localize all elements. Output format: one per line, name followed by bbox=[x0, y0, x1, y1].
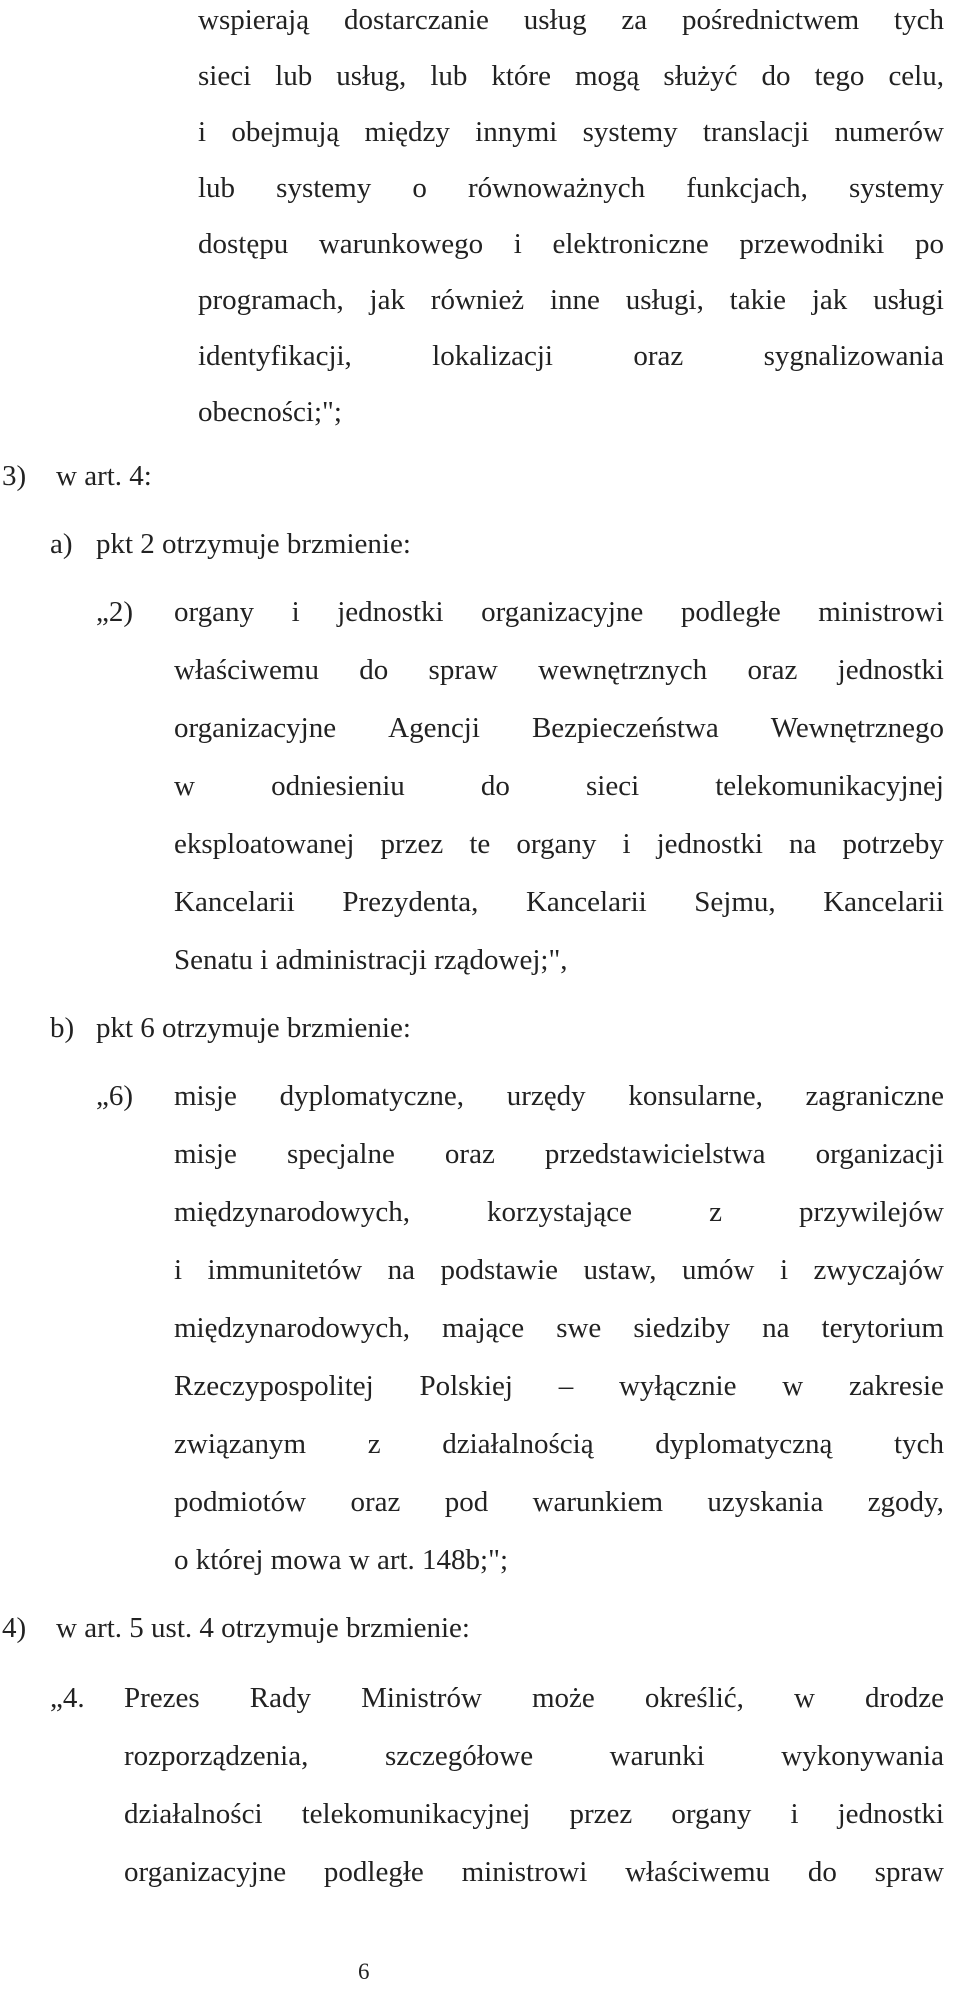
word: uzyskania bbox=[707, 1486, 824, 1518]
word: właściwemu bbox=[625, 1856, 771, 1888]
word: mogą bbox=[574, 60, 640, 92]
word: lub bbox=[275, 60, 313, 92]
word: o bbox=[412, 172, 427, 204]
quote-line bbox=[124, 1796, 944, 1832]
word: usługi, bbox=[625, 284, 704, 316]
word: misje bbox=[174, 1138, 237, 1170]
word: jednostki bbox=[837, 654, 944, 686]
word: zgody, bbox=[867, 1486, 944, 1518]
word: służyć bbox=[663, 60, 738, 92]
word: po bbox=[914, 228, 944, 260]
word: organy bbox=[671, 1798, 752, 1830]
word: wyłącznie bbox=[618, 1370, 737, 1402]
word: Polskiej bbox=[419, 1370, 513, 1402]
quote-line bbox=[174, 1252, 944, 1288]
word: działalnością bbox=[442, 1428, 594, 1460]
word: usługi bbox=[873, 284, 944, 316]
word: terytorium bbox=[821, 1312, 944, 1344]
word: dostępu bbox=[198, 228, 289, 260]
word: związanym bbox=[174, 1428, 307, 1460]
paragraph-line bbox=[198, 170, 944, 206]
quote-line bbox=[174, 710, 944, 746]
word: te bbox=[469, 828, 491, 860]
word: urzędy bbox=[506, 1080, 586, 1112]
word: Rady bbox=[249, 1682, 311, 1714]
word: odniesieniu bbox=[271, 770, 405, 802]
word: wykonywania bbox=[781, 1740, 944, 1772]
word: warunki bbox=[609, 1740, 705, 1772]
word: wspierają bbox=[198, 4, 310, 36]
quote-line bbox=[174, 1078, 944, 1114]
word: misje bbox=[174, 1080, 237, 1112]
word: w bbox=[174, 770, 195, 802]
word: przedstawicielstwa bbox=[544, 1138, 766, 1170]
quote-line-last: o której mowa w art. 148b;"; bbox=[174, 1544, 508, 1576]
word: Sejmu, bbox=[694, 886, 776, 918]
word: jednostki bbox=[337, 596, 444, 628]
word: systemy bbox=[582, 116, 678, 148]
word: translacji bbox=[702, 116, 810, 148]
word: immunitetów bbox=[207, 1254, 363, 1286]
quote-number: „4. bbox=[50, 1682, 85, 1714]
word: i bbox=[513, 228, 522, 260]
word: jak bbox=[811, 284, 848, 316]
word: konsularne, bbox=[628, 1080, 763, 1112]
word: Kancelarii bbox=[525, 886, 647, 918]
word: do bbox=[761, 60, 791, 92]
word: organy bbox=[174, 596, 255, 628]
word: Kancelarii bbox=[823, 886, 944, 918]
word: na bbox=[762, 1312, 790, 1344]
word: spraw bbox=[428, 654, 498, 686]
word: na bbox=[387, 1254, 416, 1286]
quote-line bbox=[124, 1854, 944, 1890]
word: z bbox=[709, 1196, 722, 1228]
word: i bbox=[790, 1798, 799, 1830]
word: drodze bbox=[865, 1682, 944, 1714]
quote-line bbox=[174, 884, 944, 920]
quote-line bbox=[174, 1310, 944, 1346]
word: obejmują bbox=[231, 116, 340, 148]
word: identyfikacji, bbox=[198, 340, 352, 372]
word: działalności bbox=[124, 1798, 263, 1830]
quote-line bbox=[174, 826, 944, 862]
word: dyplomatyczne, bbox=[279, 1080, 464, 1112]
word: tego bbox=[814, 60, 865, 92]
word: ustaw, bbox=[583, 1254, 657, 1286]
word: sieci bbox=[198, 60, 252, 92]
paragraph-line bbox=[198, 58, 944, 94]
word: przywilejów bbox=[799, 1196, 944, 1228]
word: Ministrów bbox=[361, 1682, 482, 1714]
word: programach, bbox=[198, 284, 344, 316]
word: między bbox=[364, 116, 450, 148]
subitem-letter: b) bbox=[50, 1012, 75, 1044]
quote-line bbox=[174, 652, 944, 688]
word: organizacyjne bbox=[124, 1856, 287, 1888]
item-text: w art. 4: bbox=[56, 460, 152, 492]
quote-line bbox=[174, 594, 944, 630]
word: określić, bbox=[644, 1682, 744, 1714]
word: dyplomatyczną bbox=[655, 1428, 833, 1460]
word: umów bbox=[682, 1254, 755, 1286]
item-number: 3) bbox=[2, 460, 27, 492]
paragraph-line-last: obecności;"; bbox=[198, 396, 342, 428]
word: Prezydenta, bbox=[342, 886, 479, 918]
word: szczegółowe bbox=[384, 1740, 534, 1772]
word: organy bbox=[516, 828, 597, 860]
paragraph-line bbox=[198, 338, 944, 374]
quote-line bbox=[174, 768, 944, 804]
word: lokalizacji bbox=[432, 340, 553, 372]
word: korzystające bbox=[487, 1196, 632, 1228]
word: rozporządzenia, bbox=[124, 1740, 309, 1772]
quote-line bbox=[124, 1680, 944, 1716]
word: tych bbox=[894, 1428, 944, 1460]
word: i bbox=[291, 596, 300, 628]
word: sygnalizowania bbox=[763, 340, 944, 372]
word: potrzeby bbox=[842, 828, 944, 860]
word: wewnętrznych bbox=[538, 654, 708, 686]
subitem-text: pkt 2 otrzymuje brzmienie: bbox=[96, 528, 411, 560]
quote-line bbox=[174, 1194, 944, 1230]
word: zakresie bbox=[848, 1370, 944, 1402]
word: ministrowi bbox=[818, 596, 944, 628]
word: eksploatowanej bbox=[174, 828, 355, 860]
word: przez bbox=[569, 1798, 633, 1830]
word: Kancelarii bbox=[174, 886, 295, 918]
word: równoważnych bbox=[467, 172, 646, 204]
word: Wewnętrznego bbox=[770, 712, 944, 744]
word: jak bbox=[369, 284, 405, 316]
word: i bbox=[779, 1254, 789, 1286]
word: jednostki bbox=[656, 828, 763, 860]
quote-line bbox=[174, 1136, 944, 1172]
page-number: 6 bbox=[358, 1959, 370, 1984]
word: specjalne bbox=[286, 1138, 395, 1170]
word: innymi bbox=[475, 116, 558, 148]
subitem-text: pkt 6 otrzymuje brzmienie: bbox=[96, 1012, 411, 1044]
word: pośrednictwem bbox=[682, 4, 860, 36]
word: podległe bbox=[323, 1856, 424, 1888]
item-number: 4) bbox=[2, 1612, 27, 1644]
quote-line bbox=[124, 1738, 944, 1774]
word: warunkowego bbox=[318, 228, 484, 260]
word: siedziby bbox=[633, 1312, 731, 1344]
word: właściwemu bbox=[174, 654, 319, 686]
word: elektroniczne bbox=[552, 228, 709, 260]
word: i bbox=[174, 1254, 183, 1286]
paragraph-line bbox=[198, 282, 944, 318]
word: Bezpieczeństwa bbox=[531, 712, 719, 744]
quote-line-last: Senatu i administracji rządowej;", bbox=[174, 944, 568, 976]
word: telekomunikacyjnej bbox=[715, 770, 944, 802]
word: podległe bbox=[680, 596, 781, 628]
word: lub bbox=[198, 172, 236, 204]
subitem-letter: a) bbox=[50, 528, 73, 560]
quote-number: „2) bbox=[96, 596, 134, 628]
word: swe bbox=[556, 1312, 602, 1344]
word: dostarczanie bbox=[343, 4, 489, 36]
word: na bbox=[789, 828, 817, 860]
word: zwyczajów bbox=[813, 1254, 944, 1286]
word: telekomunikacyjnej bbox=[301, 1798, 531, 1830]
word: i bbox=[198, 116, 207, 148]
word: sieci bbox=[585, 770, 640, 802]
word: do bbox=[807, 1856, 837, 1888]
word: również bbox=[430, 284, 525, 316]
word: które bbox=[491, 60, 551, 92]
word: w bbox=[782, 1370, 804, 1402]
word: numerów bbox=[834, 116, 944, 148]
word: oraz bbox=[633, 340, 684, 372]
quote-line bbox=[174, 1368, 944, 1404]
word: oraz bbox=[444, 1138, 495, 1170]
word: Agencji bbox=[388, 712, 480, 744]
word: usług, bbox=[336, 60, 407, 92]
word: przewodniki bbox=[739, 228, 885, 260]
word: z bbox=[367, 1428, 381, 1460]
word: celu, bbox=[888, 60, 944, 92]
paragraph-line bbox=[198, 114, 944, 150]
paragraph-line bbox=[198, 226, 944, 262]
word: Prezes bbox=[124, 1682, 200, 1714]
word: organizacji bbox=[815, 1138, 944, 1170]
word: może bbox=[531, 1682, 595, 1714]
word: takie bbox=[729, 284, 787, 316]
word: tych bbox=[894, 4, 944, 36]
item-text: w art. 5 ust. 4 otrzymuje brzmienie: bbox=[56, 1612, 470, 1644]
word: funkcjach, bbox=[686, 172, 808, 204]
word: warunkiem bbox=[532, 1486, 664, 1518]
word: pod bbox=[444, 1486, 489, 1518]
word: lub bbox=[430, 60, 468, 92]
quote-line bbox=[174, 1426, 944, 1462]
word: do bbox=[480, 770, 510, 802]
word: przez bbox=[380, 828, 444, 860]
word: systemy bbox=[276, 172, 372, 204]
word: podstawie bbox=[440, 1254, 559, 1286]
word: usług bbox=[523, 4, 587, 36]
word: za bbox=[621, 4, 648, 36]
word: ministrowi bbox=[461, 1856, 588, 1888]
word: spraw bbox=[874, 1856, 944, 1888]
word: do bbox=[359, 654, 389, 686]
word: oraz bbox=[350, 1486, 401, 1518]
word: międzynarodowych, bbox=[174, 1312, 410, 1344]
word: Rzeczypospolitej bbox=[174, 1370, 374, 1402]
word: organizacyjne bbox=[481, 596, 644, 628]
word: i bbox=[622, 828, 631, 860]
word: oraz bbox=[747, 654, 798, 686]
quote-line bbox=[174, 1484, 944, 1520]
word: mające bbox=[442, 1312, 525, 1344]
paragraph-line bbox=[198, 2, 944, 38]
word: zagraniczne bbox=[805, 1080, 944, 1112]
word: inne bbox=[549, 284, 600, 316]
word: podmiotów bbox=[174, 1486, 307, 1518]
quote-number: „6) bbox=[96, 1080, 134, 1112]
word: w bbox=[794, 1682, 815, 1714]
word: systemy bbox=[848, 172, 944, 204]
word: organizacyjne bbox=[174, 712, 337, 744]
word: międzynarodowych, bbox=[174, 1196, 410, 1228]
word: jednostki bbox=[837, 1798, 944, 1830]
word: – bbox=[558, 1370, 574, 1402]
